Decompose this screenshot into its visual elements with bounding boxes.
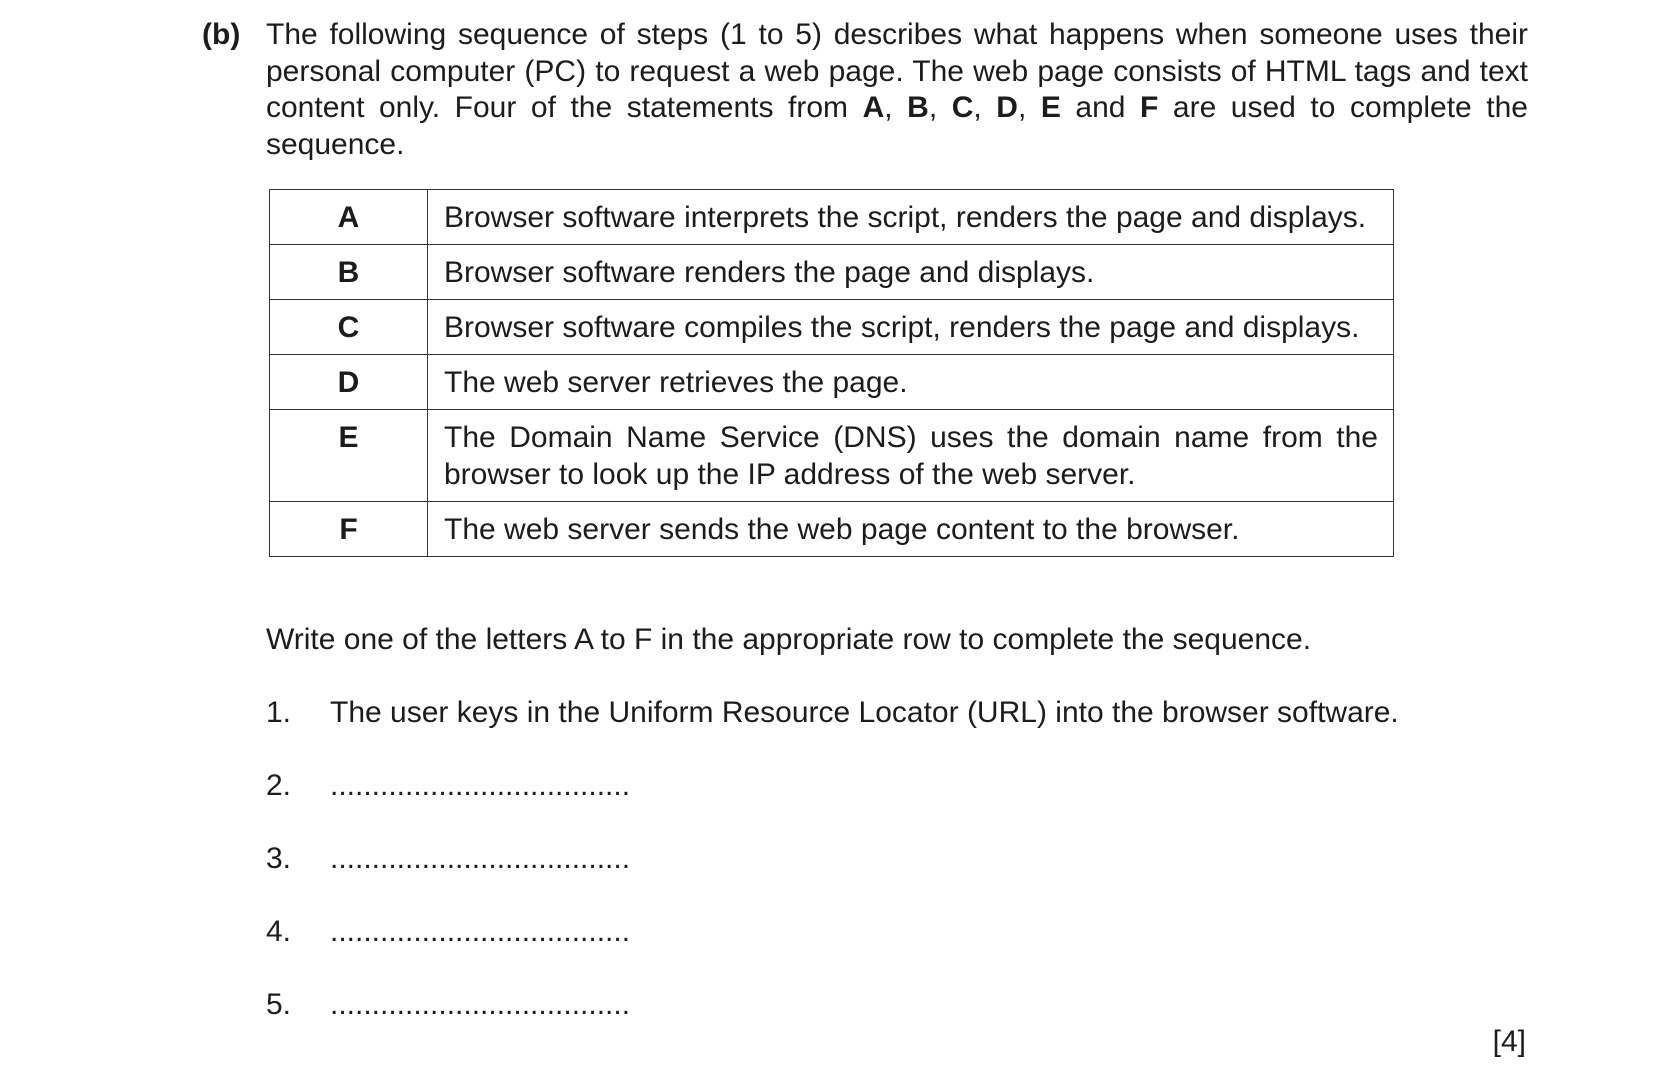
table-row (270, 502, 1394, 557)
statement-text: Browser software interprets the script, renders the page and displays. (428, 190, 1394, 245)
sequence-step-1 (266, 695, 1399, 731)
step-number: 4. (266, 915, 292, 948)
answer-line[interactable]: .................................... (330, 915, 631, 948)
intro-text-end: are used to complete the sequence. (266, 91, 1528, 161)
statement-letter: A (270, 190, 428, 245)
option-letter-e: E (1040, 91, 1061, 124)
sequence-step-3[interactable] (266, 841, 636, 877)
table-row (270, 190, 1394, 245)
statement-letter: B (270, 245, 428, 300)
statement-text: Browser software compiles the script, renders the page and displays. (428, 300, 1394, 355)
intro-separator: and (1060, 91, 1141, 124)
table-row (270, 410, 1394, 502)
table-row (270, 355, 1394, 410)
step-text: The user keys in the Uniform Resource Locator (URL) into the browser software. (330, 696, 1399, 729)
statement-letter: F (270, 502, 428, 557)
sequence-step-4[interactable] (266, 914, 636, 950)
intro-text: The following sequence of steps (1 to 5) describes what happens when someone uses their personal computer (PC) to request a web page. The web page consists of HTML tags and text content only. Four of the statements from (266, 18, 1528, 124)
answer-line[interactable]: .................................... (330, 769, 631, 802)
step-number: 1. (266, 696, 292, 729)
option-letter-f: F (1140, 91, 1159, 124)
table-row (270, 300, 1394, 355)
step-number: 5. (266, 988, 292, 1021)
intro-separator: , (884, 91, 908, 124)
sequence-step-2[interactable] (266, 768, 636, 804)
marks-label: [4] (1492, 1025, 1526, 1058)
answer-line[interactable]: .................................... (330, 842, 631, 875)
option-letter-b: B (907, 91, 929, 124)
statement-letter: D (270, 355, 428, 410)
intro-separator: , (928, 91, 952, 124)
option-letter-d: D (996, 91, 1018, 124)
statement-letter: C (270, 300, 428, 355)
statement-letter: E (270, 410, 428, 502)
instruction-text: Write one of the letters A to F in the appropriate row to complete the sequence. (266, 623, 1312, 656)
option-letter-c: C (951, 91, 974, 124)
sequence-step-5[interactable] (266, 987, 636, 1023)
step-number: 3. (266, 842, 292, 875)
statements-table (269, 189, 1394, 557)
intro-separator: , (1017, 91, 1041, 124)
table-row (270, 245, 1394, 300)
statement-text: The web server retrieves the page. (428, 355, 1394, 410)
question-intro (266, 17, 1528, 163)
statement-text: The Domain Name Service (DNS) uses the domain name from the browser to look up the IP address of the web server. (428, 410, 1394, 502)
option-letter-a: A (862, 91, 885, 124)
step-number: 2. (266, 769, 292, 802)
part-label: (b) (202, 18, 241, 51)
answer-line[interactable]: .................................... (330, 988, 631, 1021)
statement-text: Browser software renders the page and displays. (428, 245, 1394, 300)
intro-separator: , (973, 91, 997, 124)
statement-text: The web server sends the web page content to the browser. (428, 502, 1394, 557)
